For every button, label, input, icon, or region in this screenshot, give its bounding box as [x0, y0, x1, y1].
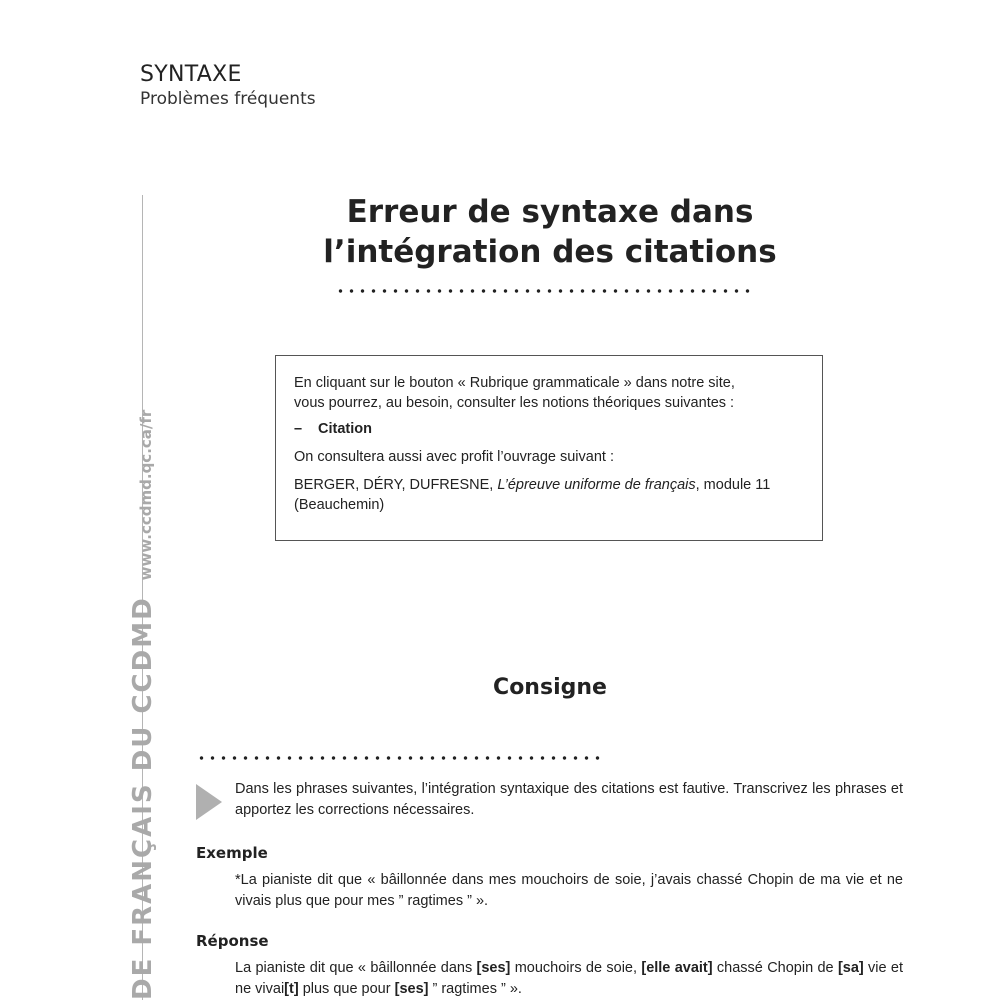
ref-publisher: (Beauchemin) [294, 497, 385, 513]
section-subtitle: Problèmes fréquents [140, 89, 316, 109]
section-header [140, 62, 316, 109]
reponse-correction: [elle avait] [641, 960, 713, 976]
reponse-correction: [ses] [476, 960, 511, 976]
reponse-part: plus que pour [298, 981, 395, 997]
page-title-line-1: Erreur de syntaxe dans [346, 194, 754, 230]
reponse-correction: [ses] [394, 981, 429, 997]
page-title [200, 192, 900, 272]
reponse-correction: [sa] [837, 960, 864, 976]
consigne-text: Dans les phrases suivantes, l’intégration syntaxique des citations est fautive. Transcrivez les phrases et apportez les corrections nécessaires. [235, 781, 903, 818]
sidebar-url: www.ccdmd.qc.ca/fr [137, 409, 155, 581]
exemple-label: Exemple [196, 844, 268, 862]
exemple-text: *La pianiste dit que « bâillonnée dans mes mouchoirs de soie, j’avais chassé Chopin de ma vie et ne vivais plus que pour mes ” ragtimes ” ». [235, 872, 903, 909]
sidebar-label: DE FRANÇAIS DU CCDMD [128, 596, 158, 1000]
ref-authors: BERGER, DÉRY, DUFRESNE, [294, 477, 494, 493]
sidebar-vertical-text [128, 410, 158, 1000]
info-reference [294, 475, 804, 495]
ref-rest: , module 11 [695, 477, 771, 493]
reponse-part: vie et ne vivai [235, 960, 904, 997]
reponse-part: ” ragtimes ” ». [428, 981, 522, 997]
info-bullet [294, 419, 804, 439]
consigne-dotted-rule [196, 756, 604, 760]
bullet-citation: Citation [318, 421, 372, 437]
reponse-correction: [t] [284, 981, 299, 997]
reponse-part: chassé Chopin de [712, 960, 838, 976]
consigne-heading: Consigne [493, 675, 607, 700]
ref-title: L’épreuve uniforme de français [497, 477, 696, 493]
info-intro-1: En cliquant sur le bouton « Rubrique grammaticale » dans notre site, [294, 375, 735, 391]
reponse-text [235, 958, 903, 1000]
info-box [275, 355, 823, 541]
page-title-line-2: l’intégration des citations [323, 234, 777, 270]
info-also: On consultera aussi avec profit l’ouvrage suivant : [294, 449, 614, 465]
arrow-right-icon [196, 784, 222, 820]
title-dotted-rule [335, 289, 751, 293]
reponse-part: La pianiste dit que « bâillonnée dans [235, 960, 477, 976]
reponse-part: mouchoirs de soie, [510, 960, 642, 976]
bullet-dash: – [294, 421, 303, 437]
reponse-label: Réponse [196, 932, 269, 950]
info-intro-2: vous pourrez, au besoin, consulter les notions théoriques suivantes : [294, 395, 735, 411]
section-title: SYNTAXE [140, 62, 242, 87]
